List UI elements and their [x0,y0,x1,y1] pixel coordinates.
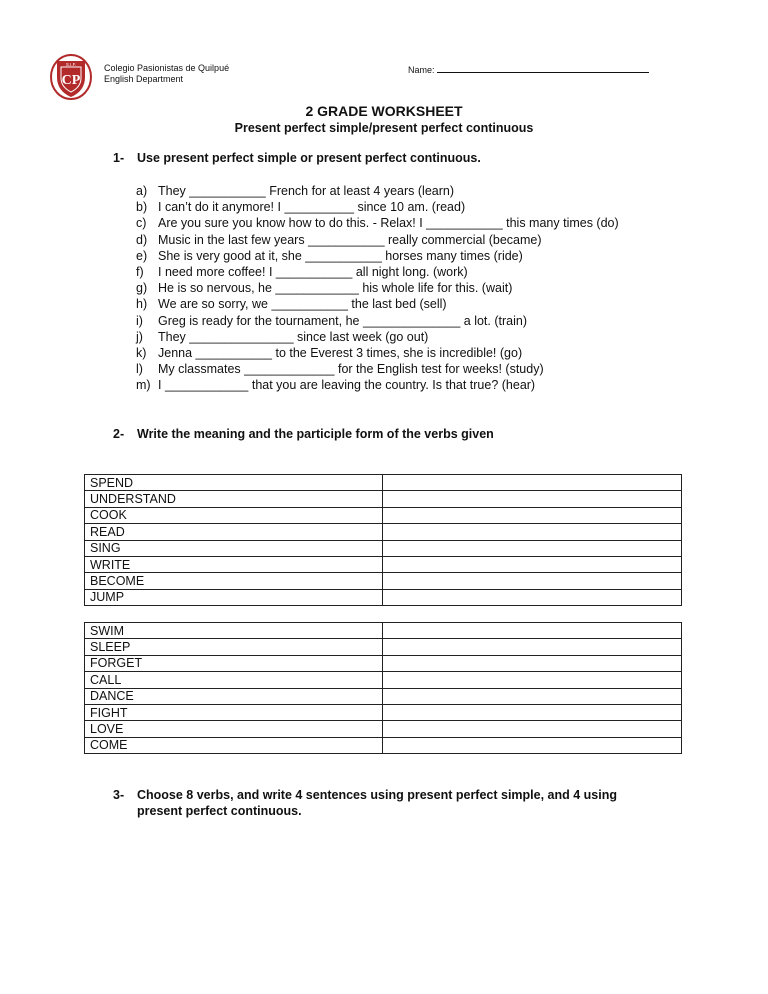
exercise-item [136,313,619,329]
exercise-letter: l) [136,362,143,377]
exercise-text[interactable]: She is very good at it, she ___________ horses many times (ride) [158,248,523,263]
table-row [85,524,682,540]
exercise-list [136,183,619,393]
answer-cell[interactable] [383,507,682,523]
worksheet-title: 2 GRADE WORKSHEET [305,103,463,119]
section-2-number: 2- [113,427,125,441]
verb-cell: UNDERSTAND [85,491,383,507]
table-row [85,655,682,671]
exercise-text[interactable]: Greg is ready for the tournament, he ______________ a lot. (train) [158,313,527,328]
answer-cell[interactable] [383,655,682,671]
table-row [85,639,682,655]
table-row [85,688,682,704]
exercise-text[interactable]: Jenna ___________ to the Everest 3 times, she is incredible! (go) [158,345,523,360]
exercise-item [136,296,619,312]
verb-table-1 [84,474,682,606]
name-blank[interactable] [437,63,649,73]
table-row [85,507,682,523]
section-1-instruction: Use present perfect simple or present perfect continuous. [137,151,481,165]
table-row [85,491,682,507]
school-header [104,63,229,85]
verb-cell: FORGET [85,655,383,671]
table-row [85,672,682,688]
exercise-letter: d) [136,232,148,247]
department-name: English Department [104,74,184,84]
exercise-letter: a) [136,184,148,198]
verb-cell: LOVE [85,721,383,737]
answer-cell[interactable] [383,475,682,491]
exercise-item [136,232,619,248]
exercise-text[interactable]: My classmates _____________ for the English test for weeks! (study) [158,362,544,377]
name-label: Name: [408,65,435,75]
answer-cell[interactable] [383,704,682,720]
answer-cell[interactable] [383,623,682,639]
table-row [85,556,682,572]
exercise-letter: b) [136,200,148,215]
exercise-letter: f) [136,264,144,279]
school-name: Colegio Pasionistas de Quilpué [104,63,230,73]
verb-cell: SLEEP [85,639,383,655]
section-3-number: 3- [113,788,125,802]
crest-top-text: S.I.F. [65,62,77,67]
answer-cell[interactable] [383,491,682,507]
exercise-text[interactable]: They ___________ French for at least 4 years (learn) [158,184,455,198]
exercise-item [136,329,619,345]
verb-cell: SPEND [85,475,383,491]
exercise-letter: g) [136,281,148,296]
answer-cell[interactable] [383,639,682,655]
section-3-heading [113,787,617,819]
table-row [85,704,682,720]
table-row [85,737,682,753]
exercise-letter: j) [136,329,143,344]
exercise-item [136,183,619,199]
table-row [85,573,682,589]
table-row [85,540,682,556]
verb-cell: BECOME [85,573,383,589]
answer-cell[interactable] [383,573,682,589]
answer-cell[interactable] [383,589,682,605]
answer-cell[interactable] [383,524,682,540]
exercise-letter: i) [136,313,143,328]
exercise-item [136,199,619,215]
verb-cell: COOK [85,507,383,523]
answer-cell[interactable] [383,540,682,556]
exercise-item [136,345,619,361]
exercise-letter: m) [136,378,151,393]
worksheet-subtitle: Present perfect simple/present perfect continuous [234,121,534,135]
exercise-text[interactable]: They _______________ since last week (go out) [158,329,429,344]
exercise-text[interactable]: Music in the last few years ___________ really commercial (became) [158,232,542,247]
exercise-item [136,377,619,393]
section-2-heading [113,426,494,442]
answer-cell[interactable] [383,737,682,753]
verb-table-2 [84,622,682,754]
answer-cell[interactable] [383,672,682,688]
table-row [85,721,682,737]
name-field [408,63,649,75]
table-row [85,475,682,491]
crest-monogram: CP [61,73,81,88]
exercise-item [136,280,619,296]
exercise-letter: c) [136,216,147,231]
table-row [85,589,682,605]
verb-cell: READ [85,524,383,540]
verb-cell: DANCE [85,688,383,704]
exercise-text[interactable]: I can’t do it anymore! I __________ since 10 am. (read) [158,200,466,215]
exercise-item [136,248,619,264]
exercise-item [136,264,619,280]
section-3-instruction-line-2: present perfect continuous. [137,804,302,818]
verb-cell: SWIM [85,623,383,639]
verb-cell: SING [85,540,383,556]
exercise-text[interactable]: He is so nervous, he ____________ his whole life for this. (wait) [158,281,513,296]
verb-cell: WRITE [85,556,383,572]
verb-cell: FIGHT [85,704,383,720]
exercise-text[interactable]: I need more coffee! I ___________ all night long. (work) [158,264,468,279]
exercise-letter: k) [136,345,147,360]
table-row [85,623,682,639]
verb-cell: JUMP [85,589,383,605]
answer-cell[interactable] [383,556,682,572]
section-2-instruction: Write the meaning and the participle form of the verbs given [137,427,494,441]
exercise-letter: h) [136,297,148,312]
answer-cell[interactable] [383,688,682,704]
exercise-text[interactable]: I ____________ that you are leaving the country. Is that true? (hear) [158,378,536,393]
section-3-instruction-line-1: Choose 8 verbs, and write 4 sentences using present perfect simple, and 4 using [137,788,618,802]
exercise-item [136,215,619,231]
answer-cell[interactable] [383,721,682,737]
verb-cell: CALL [85,672,383,688]
section-1-number: 1- [113,151,125,165]
verb-cell: COME [85,737,383,753]
exercise-text[interactable]: Are you sure you know how to do this. - Relax! I ___________ this many times (do) [158,216,619,231]
exercise-item [136,361,619,377]
exercise-text[interactable]: We are so sorry, we ___________ the last bed (sell) [158,297,447,312]
school-crest-icon [49,53,93,101]
section-1-heading [113,150,481,166]
exercise-letter: e) [136,248,148,263]
